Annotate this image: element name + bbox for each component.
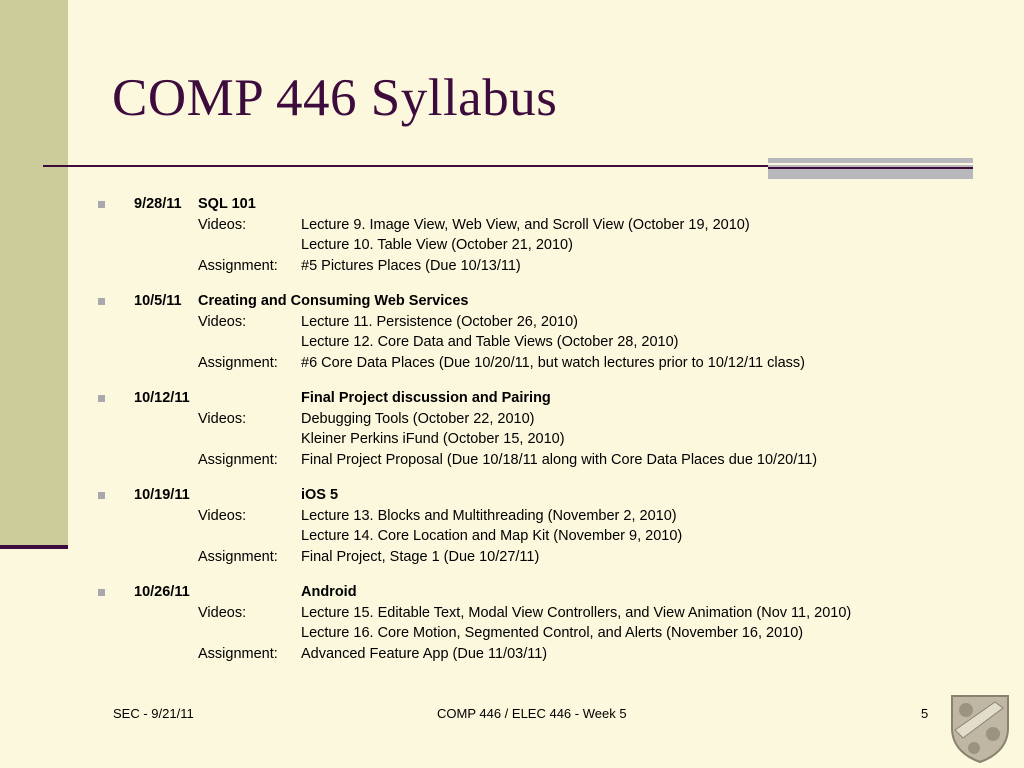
syllabus-item [96,388,996,470]
session-topic: Creating and Consuming Web Services [198,293,469,309]
syllabus-list [96,194,996,679]
left-decor-rule [0,545,68,549]
assignment-entry: #6 Core Data Places (Due 10/20/11, but watch lectures prior to 10/12/11 class) [301,354,806,371]
footer-date: SEC - 9/21/11 [113,706,194,721]
assignment-label: Assignment: [198,354,278,371]
session-topic: SQL 101 [198,196,256,212]
syllabus-item [96,485,996,567]
page-number: 5 [921,706,929,721]
bullet-icon [98,589,105,596]
bullet-icon [98,298,105,305]
videos-label: Videos: [198,507,247,524]
syllabus-item [96,194,996,276]
assignment-entry: Final Project Proposal (Due 10/18/11 along with Core Data Places due 10/20/11) [301,451,818,468]
university-shield-icon [949,692,1011,764]
slide-title: COMP 446 Syllabus [112,69,558,127]
video-entry: Lecture 13. Blocks and Multithreading (November 2, 2010) [301,507,677,524]
assignment-label: Assignment: [198,451,278,468]
assignment-label: Assignment: [198,548,278,565]
videos-label: Videos: [198,410,247,427]
video-entry: Lecture 11. Persistence (October 26, 2010) [301,313,578,330]
footer-course: COMP 446 / ELEC 446 - Week 5 [437,706,627,721]
title-accent-bar [768,158,973,179]
syllabus-item [96,582,996,664]
videos-label: Videos: [198,313,247,330]
session-topic: iOS 5 [301,487,339,503]
session-date: 10/26/11 [134,584,190,600]
bullet-icon [98,395,105,402]
video-entry: Lecture 12. Core Data and Table Views (October 28, 2010) [301,334,679,350]
assignment-entry: #5 Pictures Places (Due 10/13/11) [301,257,521,274]
session-date: 10/12/11 [134,390,190,406]
video-entry: Lecture 16. Core Motion, Segmented Control, and Alerts (November 16, 2010) [301,625,804,641]
videos-label: Videos: [198,216,247,233]
left-decor-bar [0,0,68,546]
assignment-entry: Advanced Feature App (Due 11/03/11) [301,645,548,662]
assignment-entry: Final Project, Stage 1 (Due 10/27/11) [301,548,540,565]
session-date: 10/19/11 [134,487,190,503]
syllabus-item [96,291,996,373]
video-entry: Lecture 9. Image View, Web View, and Scroll View (October 19, 2010) [301,216,750,233]
session-topic: Final Project discussion and Pairing [301,390,551,406]
bullet-icon [98,201,105,208]
video-entry: Debugging Tools (October 22, 2010) [301,410,535,427]
video-entry: Kleiner Perkins iFund (October 15, 2010) [301,431,565,447]
session-date: 10/5/11 [134,293,182,309]
video-entry: Lecture 15. Editable Text, Modal View Controllers, and View Animation (Nov 11, 2010) [301,604,852,621]
assignment-label: Assignment: [198,645,278,662]
assignment-label: Assignment: [198,257,278,274]
session-date: 9/28/11 [134,196,182,212]
session-topic: Android [301,584,357,600]
bullet-icon [98,492,105,499]
video-entry: Lecture 10. Table View (October 21, 2010) [301,237,573,253]
video-entry: Lecture 14. Core Location and Map Kit (November 9, 2010) [301,528,683,544]
videos-label: Videos: [198,604,247,621]
